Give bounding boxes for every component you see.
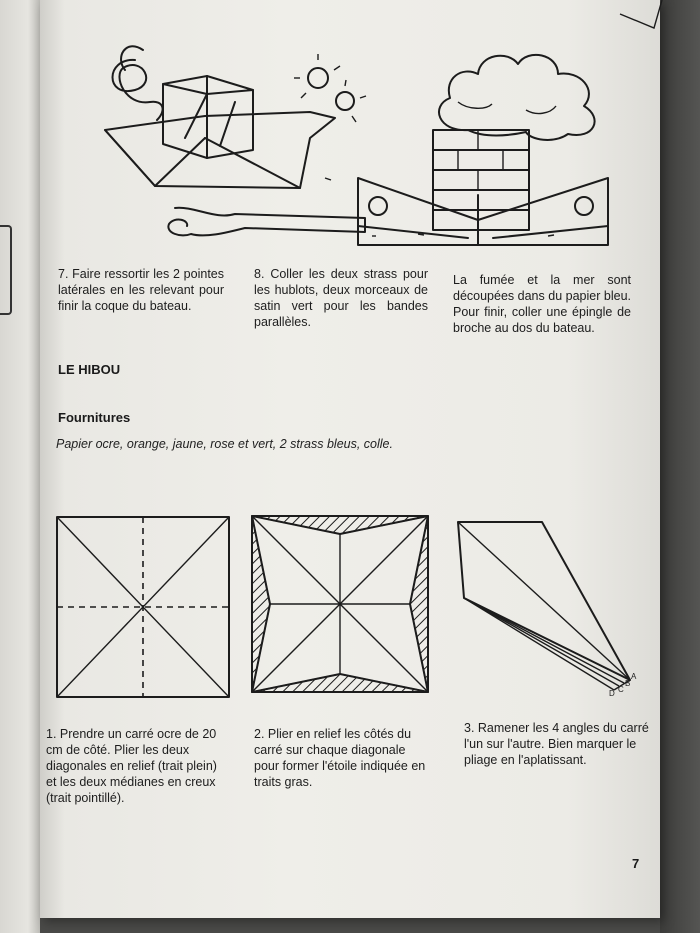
corner-label-a: A xyxy=(631,672,637,681)
owl-step1-diagram xyxy=(57,517,231,699)
caption-owl-step2: 2. Plier en relief les côtés du carré sur chaque diagonale pour former l'étoile indiquée en traits gras. xyxy=(254,727,426,789)
page-number: 7 xyxy=(632,856,640,871)
booklet-page xyxy=(40,0,660,918)
adjacent-page-mark xyxy=(0,225,12,315)
corner-label-d: D xyxy=(609,689,615,698)
boat-hull-finished xyxy=(358,178,608,245)
boat-chimney xyxy=(433,130,529,230)
porthole-left xyxy=(369,197,387,215)
sun-icon xyxy=(278,48,368,128)
materials-text: Papier ocre, orange, jaune, rose et vert, 2 strass bleus, colle. xyxy=(56,437,393,451)
background-surface xyxy=(660,0,700,933)
section-title-owl: LE HIBOU xyxy=(58,362,121,377)
boat-finished-illustration xyxy=(358,40,618,260)
caption-owl-step3: 3. Ramener les 4 angles du carré l'un sur l'autre. Bien marquer le pliage en l'aplatissant. xyxy=(464,721,649,767)
caption-boat-step7: 7. Faire ressortir les 2 pointes latérales en les relevant pour finir la coque du bateau. xyxy=(58,267,224,313)
caption-owl-step1: 1. Prendre un carré ocre de 20 cm de côté. Plier les deux diagonales en relief (trait plein) et les deux médianes en creux (trait pointillé). xyxy=(46,727,217,805)
adjacent-page xyxy=(0,0,40,933)
owl-step2-diagram xyxy=(252,514,432,696)
water-ribbon xyxy=(168,208,365,236)
corner-label-c: C xyxy=(618,685,624,694)
corner-label-b: B xyxy=(625,679,631,688)
owl-step3-diagram xyxy=(454,516,644,706)
porthole-right xyxy=(575,197,593,215)
caption-boat-finish: La fumée et la mer sont découpées dans du papier bleu. Pour finir, coller une épingle de broche au dos du bateau. xyxy=(453,273,631,335)
materials-heading: Fournitures xyxy=(58,410,131,425)
smoke-swirl xyxy=(113,60,163,120)
folded-corner-icon xyxy=(620,0,662,30)
caption-boat-step8: 8. Coller les deux strass pour les hublots, deux morceaux de satin vert pour les bandes parallèles. xyxy=(254,267,428,329)
smoke-cloud xyxy=(439,55,595,140)
